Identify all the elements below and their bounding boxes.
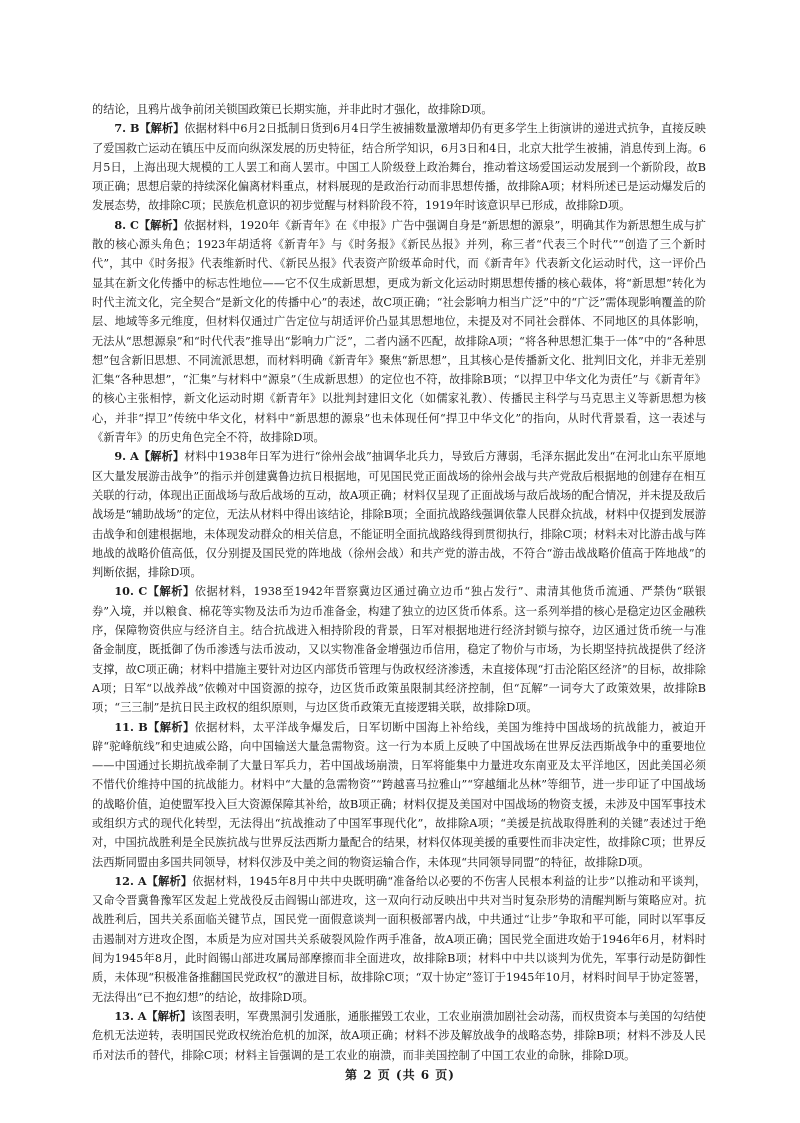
continuation-text: 的结论，且鸦片战争前闭关锁国政策已长期实施，并非此时才强化，故排除D项。 [92,103,493,116]
answer-item [92,447,706,582]
page-footer: 第 2 页 (共 6 页) [345,1068,455,1082]
answer-number: 8. C【解析】 [114,217,184,232]
answer-number: 11. B【解析】 [114,719,195,734]
answer-number: 7. B【解析】 [114,121,185,136]
answer-page [92,100,706,1065]
answer-text: 依据材料，1945年8月中共中央既明确“准备给以必要的不伤害人民根本利益的让步”以推动和平谈判，又命令晋冀鲁豫军区发起上党战役反击阎锡山部进攻，这一双向行动反映出中共对当时复杂形势的清醒判断与策略应对。抗战胜利后，国共关系面临关键节点，国民党一面假意谈判一面积极部署内战，中共通过“让步”争取和平可能，同时以军事反击遏制对方进攻企图，本质是为应对国共关系破裂风险作两手准备，故A项正确；国民党全面进攻始于1946年6月，材料时间为1945年8月，此时阎锡山部进攻属局部摩擦而非全面进攻，故排除B项；材料中中共以谈判为优先，军事行动是防御性质，未体现“积极准备推翻国民党政权”的激进目标，故排除C项；“双十协定”签订于1945年10月，材料时间早于协定签署，无法得出“已不抱幻想”的结论，故排除D项。 [92,874,707,1004]
answer-item [92,216,706,448]
answer-item [92,718,706,872]
answer-item [92,872,706,1007]
answer-text: 依据材料，1920年《新青年》在《申报》广告中强调自身是“新思想的源泉”，明确其作为新思想生成与扩散的核心源头角色；1923年胡适将《新青年》与《时务报》《新民丛报》并列，称三者“代表三个时代”“创造了三个新时代”，其中《时务报》代表维新时代、《新民丛报》代表资产阶级革命时代，而《新青年》代表新文化运动时代，这一评价凸显其在新文化传播中的标志性地位——它不仅生成新思想，更成为新文化运动时期思想传播的核心载体，将“新思想”转化为时代主流文化，完全契合“是新文化的传播中心”的表述，故C项正确；“社会影响力相当广泛”中的“广泛”需体现影响覆盖的阶层、地域等多元维度，但材料仅通过广告定位与胡适评价凸显其思想地位，未提及对不同社会群体、不同地区的具体影响，无法从“思想源泉”和“时代代表”推导出“影响力广泛”，二者内涵不匹配，故排除A项；“将各种思想汇集于一体”中的“各种思想”包含新旧思想、不同流派思想，而材料明确《新青年》聚焦“新思想”，且其核心是传播新文化、批判旧文化，并非无差别汇集“各种思想”，“汇集”与材料中“源泉”（生成新思想）的定位也不符，故排除B项；“以捍卫中华文化为责任”与《新青年》的核心主张相悖，新文化运动时期《新青年》以批判封建旧文化（如儒家礼教）、传播民主科学与马克思主义等新思想为核心，并非“捍卫”传统中华文化，材料中“新思想的源泉”也未体现任何“捍卫中华文化”的指向，从时代背景看，这一表述与《新青年》的历史角色完全不符，故排除D项。 [92,218,706,445]
answer-number: 12. A【解析】 [114,873,193,888]
answer-number: 9. A【解析】 [114,449,185,464]
answer-text: 依据材料，太平洋战争爆发后，日军切断中国海上补给线，美国为维持中国战场的抗战能力，被迫开辟“驼峰航线”和史迪威公路，向中国输送大量急需物资。这一行为本质上反映了中国战场在世界反法西斯战争中的重要地位——中国通过长期抗战牵制了大量日军兵力，若中国战场崩溃，日军将能集中力量进攻东南亚及太平洋地区，因此美国必须不惜代价维持中国的抗战能力。材料中“大量的急需物资”“跨越喜马拉雅山”“穿越缅北丛林”等细节，进一步印证了中国战场的战略价值，迫使盟军投入巨大资源保障其补给，故B项正确；材料仅提及美国对中国战场的物资支援，未涉及中国军事技术或组织方式的现代化转型，无法得出“抗战推动了中国军事现代化”，故排除A项；“美援是抗战取得胜利的关键”表述过于绝对，中国抗战胜利是全民族抗战与世界反法西斯力量配合的结果，材料仅体现美援的重要性而非决定性，故排除C项；世界反法西斯同盟由多国共同领导，材料仅涉及中美之间的物资运输合作，未体现“共同领导同盟”的特征，故排除D项。 [92,720,706,869]
answer-text: 依据材料中6月2日抵制日货到6月4日学生被捕数量激增却仍有更多学生上街演讲的递进式抗争，直接反映了爱国救亡运动在镇压中反而向纵深发展的历史特征，结合所学知识，6月3日和4日，北京大批学生被捕，消息传到上海。6月5日，上海出现大规模的工人罢工和商人罢市。中国工人阶级登上政治舞台，推动着这场爱国运动发展到一个新阶段，故B项正确；思想启蒙的持续深化偏离材料重点，材料展现的是政治行动而非思想传播，故排除A项；材料所述已是运动爆发后的发展态势，故排除C项；民族危机意识的初步觉醒与材料阶段不符，1919年时该意识早已形成，故排除D项。 [92,122,706,213]
answer-item [92,119,706,215]
answer-number: 13. A【解析】 [114,1008,192,1023]
answer-text: 该图表明，军费黑洞引发通胀，通胀摧毁工农业，工农业崩溃加剧社会动荡，而权贵资本与美国的勾结使危机无法逆转，表明国民党政权统治危机的加深，故A项正确；材料不涉及解放战争的战略态势，排除B项；材料不涉及人民币对法币的替代，排除C项；材料主旨强调的是工农业的崩溃，而非美国控制了中国工农业的命脉，排除D项。 [92,1009,706,1062]
answer-text: 材料中1938年日军为进行“徐州会战”抽调华北兵力，导致后方薄弱，毛泽东据此发出“在河北山东平原地区大量发展游击战争”的指示并创建冀鲁边抗日根据地，可见国民党正面战场的徐州会战与共产党敌后根据地的创建存在相互关联的行动，体现出正面战场与敌后战场的互动，故A项正确；材料仅呈现了正面战场与敌后战场的配合情况，并未提及敌后战场是“辅助战场”的定位，无法从材料中得出该结论，排除B项；全面抗战路线强调依靠人民群众抗战，材料中仅提到发展游击战争和创建根据地，未体现发动群众的相关信息，不能证明全面抗战路线得到贯彻执行，排除C项；材料未对比游击战与阵地战的战略价值高低，仅分别提及国民党的阵地战（徐州会战）和共产党的游击战，不符合“游击战战略价值高于阵地战”的判断依据，排除D项。 [92,450,706,580]
answer-number: 10. C【解析】 [114,584,195,599]
answer-item [92,1007,706,1065]
answer-text: 依据材料，1938至1942年晋察冀边区通过确立边币“独占发行”、肃清其他货币流通、严禁伪“联银券”入境，并以粮食、棉花等实物及法币为边币准备金，构建了独立的边区货币体系。这一系列举措的核心是稳定边区金融秩序，保障物资供应与经济自主。结合抗战进入相持阶段的背景，日军对根据地进行经济封锁与掠夺，边区通过货币统一与准备金制度，既抵御了伪币渗透与法币波动，又以实物准备金增强边币信用，稳定了物价与市场，为长期坚持抗战提供了经济支撑，故C项正确；材料中措施主要针对边区内部货币管理与伪政权经济渗透，未直接体现“打击沦陷区经济”的目标，故排除A项；日军“以战养战”依赖对中国资源的掠夺，边区货币政策虽限制其经济控制，但“瓦解”一词夸大了政策效果，故排除B项；“三三制”是抗日民主政权的组织原则，与边区货币政策无直接逻辑关联，故排除D项。 [92,585,706,715]
answer-list [92,119,706,1065]
answer-item [92,582,706,717]
